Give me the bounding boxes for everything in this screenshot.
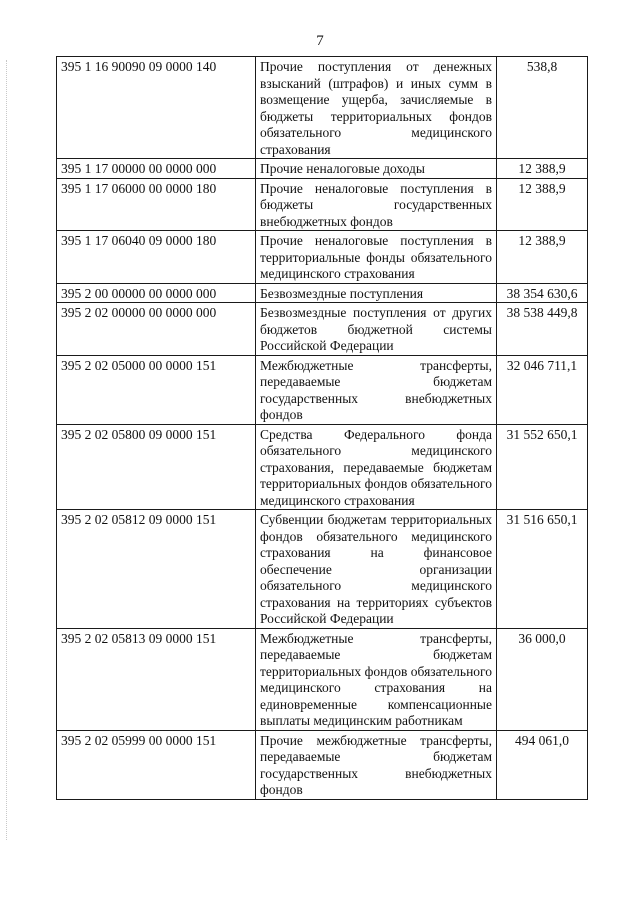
revenue-name: Безвозмездные поступления: [256, 283, 497, 303]
revenue-amount: 538,8: [497, 57, 588, 159]
revenue-amount: 38 354 630,6: [497, 283, 588, 303]
revenue-name: Межбюджетные трансферты, передаваемые бюджетам территориальных фондов обязательного медицинского страхования на единовременные компенсационные выплаты медицинским работникам: [256, 628, 497, 730]
revenue-amount: 31 552 650,1: [497, 424, 588, 510]
classification-code: 395 1 17 00000 00 0000 000: [57, 159, 256, 179]
revenue-amount: 12 388,9: [497, 159, 588, 179]
table-row: [57, 303, 588, 356]
revenue-name: Средства Федерального фонда обязательного медицинского страхования, передаваемые бюджетам территориальных фондов обязательного медицинского страхования: [256, 424, 497, 510]
revenue-name: Прочие неналоговые поступления в территориальные фонды обязательного медицинского страхования: [256, 231, 497, 284]
revenue-name: Межбюджетные трансферты, передаваемые бюджетам государственных внебюджетных фондов: [256, 355, 497, 424]
revenue-name: Прочие неналоговые доходы: [256, 159, 497, 179]
classification-code: 395 2 00 00000 00 0000 000: [57, 283, 256, 303]
revenue-amount: 38 538 449,8: [497, 303, 588, 356]
table-row: [57, 355, 588, 424]
scan-margin-artifact: [6, 60, 8, 840]
revenue-amount: 12 388,9: [497, 231, 588, 284]
table-row: [57, 178, 588, 231]
table-row: [57, 730, 588, 799]
revenue-name: Прочие межбюджетные трансферты, передаваемые бюджетам государственных внебюджетных фондов: [256, 730, 497, 799]
revenue-name: Безвозмездные поступления от других бюджетов бюджетной системы Российской Федерации: [256, 303, 497, 356]
table-row: [57, 424, 588, 510]
classification-code: 395 2 02 05813 09 0000 151: [57, 628, 256, 730]
classification-code: 395 2 02 05812 09 0000 151: [57, 510, 256, 629]
table-row: [57, 283, 588, 303]
classification-code: 395 2 02 05000 00 0000 151: [57, 355, 256, 424]
classification-code: 395 2 02 00000 00 0000 000: [57, 303, 256, 356]
revenue-name: Прочие неналоговые поступления в бюджеты государственных внебюджетных фондов: [256, 178, 497, 231]
table-row: [57, 510, 588, 629]
table-row: [57, 231, 588, 284]
revenue-name: Субвенции бюджетам территориальных фондов обязательного медицинского страхования на финансовое обеспечение организации обязательного медицинского страхования на территориях субъектов Российской Федерации: [256, 510, 497, 629]
classification-code: 395 2 02 05999 00 0000 151: [57, 730, 256, 799]
table-row: [57, 628, 588, 730]
classification-code: 395 2 02 05800 09 0000 151: [57, 424, 256, 510]
classification-code: 395 1 17 06000 00 0000 180: [57, 178, 256, 231]
classification-code: 395 1 17 06040 09 0000 180: [57, 231, 256, 284]
page-number: 7: [316, 33, 324, 49]
revenue-amount: 494 061,0: [497, 730, 588, 799]
table-row: [57, 159, 588, 179]
budget-revenue-table: [56, 56, 588, 800]
revenue-name: Прочие поступления от денежных взысканий (штрафов) и иных сумм в возмещение ущерба, зачисляемые в бюджеты территориальных фондов обязательного медицинского страхования: [256, 57, 497, 159]
revenue-amount: 32 046 711,1: [497, 355, 588, 424]
revenue-amount: 36 000,0: [497, 628, 588, 730]
classification-code: 395 1 16 90090 09 0000 140: [57, 57, 256, 159]
revenue-amount: 12 388,9: [497, 178, 588, 231]
revenue-amount: 31 516 650,1: [497, 510, 588, 629]
table-row: [57, 57, 588, 159]
